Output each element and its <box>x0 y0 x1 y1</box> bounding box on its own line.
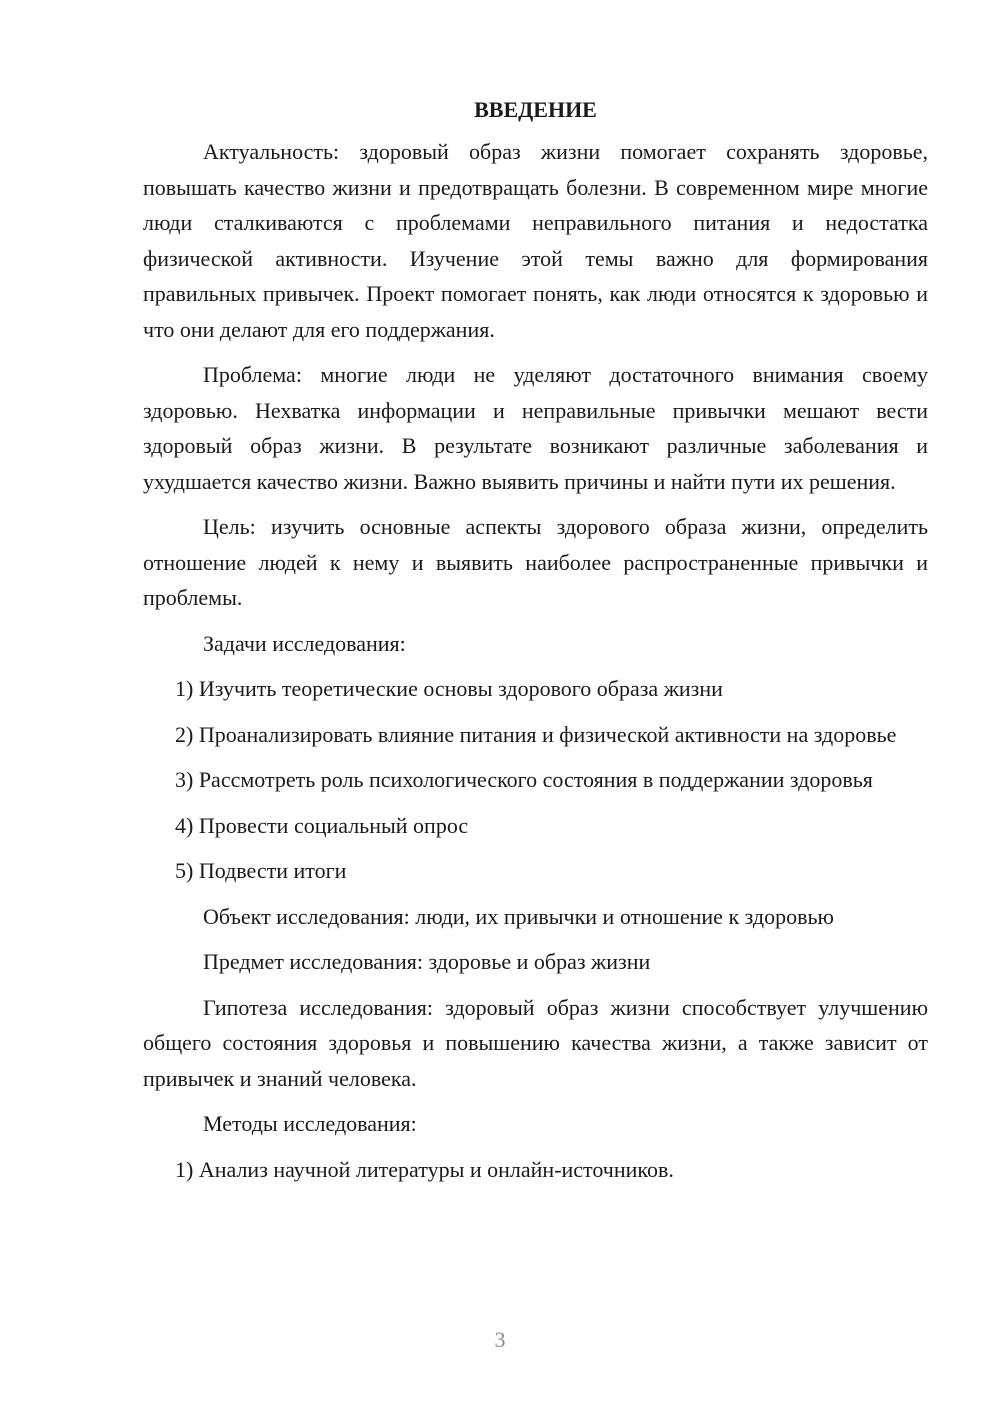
method-item: 1) Анализ научной литературы и онлайн-источников. <box>175 1156 674 1182</box>
object-paragraph: Объект исследования: люди, их привычки и отношение к здоровью <box>203 903 834 929</box>
task-item: 5) Подвести итоги <box>175 858 347 883</box>
task-item: 2) Проанализировать влияние питания и физической активности на здоровье <box>175 721 897 747</box>
task-item: 4) Провести социальный опрос <box>175 812 469 838</box>
section-heading: ВВЕДЕНИЕ <box>474 97 597 122</box>
relevance-paragraph: Актуальность: здоровый образ жизни помогает сохранять здоровье, повышать качество жизни и предотвращать болезни. В современном мире многие люди сталкиваются с проблемами неправильного питания и недостатка физической активности. Изучение этой темы важно для формирования правильных привычек. Проект помогает понять, как люди относятся к здоровью и что они делают для его поддержания. <box>143 139 928 342</box>
tasks-title: Задачи исследования: <box>203 630 406 656</box>
hypothesis-paragraph: Гипотеза исследования: здоровый образ жизни способствует улучшению общего состояния здоровья и повышению качества жизни, а также зависит от привычек и знаний человека. <box>143 994 928 1091</box>
page-number: 3 <box>494 1327 506 1352</box>
subject-paragraph: Предмет исследования: здоровье и образ жизни <box>203 949 651 974</box>
task-item: 3) Рассмотреть роль психологического состояния в поддержании здоровья <box>175 767 873 792</box>
task-item: 1) Изучить теоретические основы здорового образа жизни <box>175 676 723 701</box>
methods-title: Методы исследования: <box>203 1111 417 1136</box>
problem-paragraph: Проблема: многие люди не уделяют достаточного внимания своему здоровью. Нехватка информации и неправильные привычки мешают вести здоровый образ жизни. В результате возникают различные заболевания и ухудшается качество жизни. Важно выявить причины и найти пути их решения. <box>143 362 928 494</box>
document-page <box>143 92 928 1197</box>
goal-paragraph: Цель: изучить основные аспекты здорового образа жизни, определить отношение людей к нему и выявить наиболее распространенные привычки и проблемы. <box>143 514 928 610</box>
